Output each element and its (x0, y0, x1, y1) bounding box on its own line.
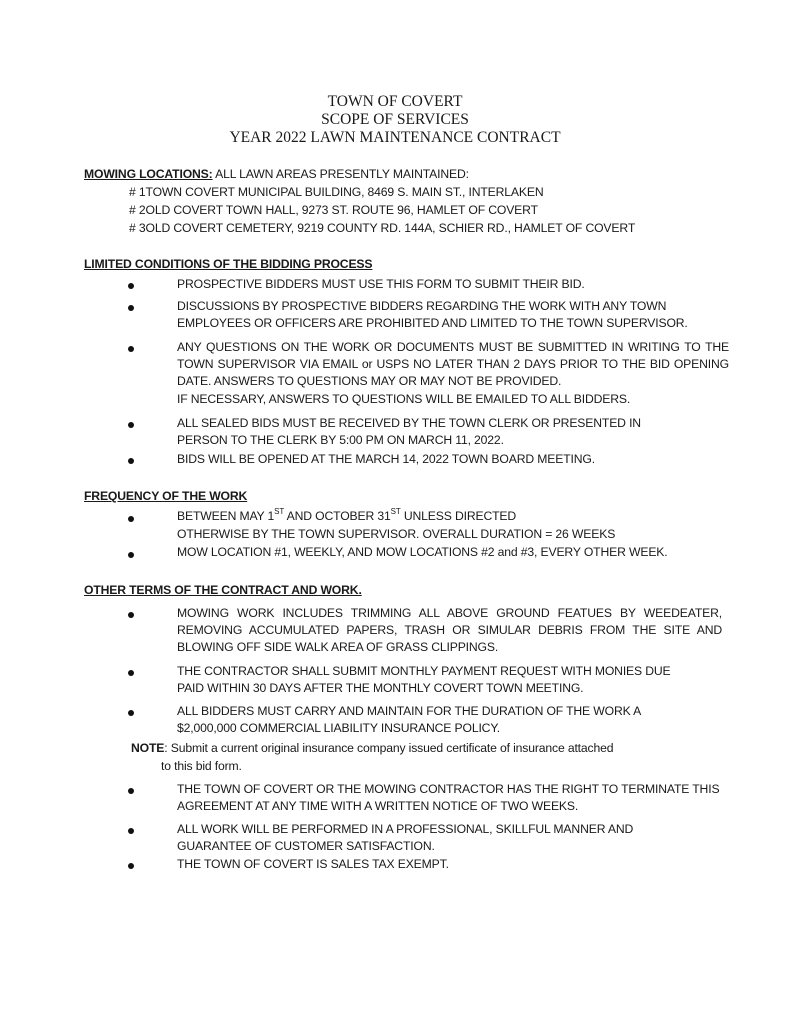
note-continuation: to this bid form. (161, 759, 242, 773)
other-terms-heading: OTHER TERMS OF THE CONTRACT AND WORK. (84, 583, 362, 597)
bullet-icon (128, 516, 134, 522)
ordinal-suffix: ST (390, 506, 401, 516)
frequency-text: BETWEEN MAY 1 (177, 509, 275, 523)
bidding-bullet: ALL SEALED BIDS MUST BE RECEIVED BY THE TOWN CLERK OR PRESENTED IN PERSON TO THE CLERK BY 5:00 PM ON MARCH 11, 2022. (177, 416, 641, 447)
bullet-icon (128, 670, 134, 676)
frequency-text: AND OCTOBER 31 (284, 509, 391, 523)
bullet-icon (128, 283, 134, 289)
title-town: TOWN OF COVERT (327, 93, 463, 110)
bullet-icon (128, 612, 134, 618)
mowing-locations-heading: MOWING LOCATIONS: (84, 167, 213, 181)
mowing-locations-intro: ALL LAWN AREAS PRESENTLY MAINTAINED: (212, 167, 469, 181)
terms-bullet: THE TOWN OF COVERT OR THE MOWING CONTRACTOR HAS THE RIGHT TO TERMINATE THIS AGREEMENT AT ANY TIME WITH A WRITTEN NOTICE OF TWO WEEKS. (177, 782, 720, 813)
frequency-bullet (177, 506, 517, 523)
frequency-bullet-continuation: OTHERWISE BY THE TOWN SUPERVISOR. OVERALL DURATION = 26 WEEKS (177, 527, 616, 541)
bullet-icon (128, 788, 134, 794)
bullet-icon (128, 422, 134, 428)
bidding-bullet: PROSPECTIVE BIDDERS MUST USE THIS FORM TO SUBMIT THEIR BID. (177, 277, 585, 291)
bullet-icon (128, 828, 134, 834)
bidding-bullet: BIDS WILL BE OPENED AT THE MARCH 14, 2022 TOWN BOARD MEETING. (177, 452, 595, 466)
location-item: # 1TOWN COVERT MUNICIPAL BUILDING, 8469 S. MAIN ST., INTERLAKEN (129, 185, 544, 199)
note-label: NOTE (131, 741, 165, 755)
bidding-bullet-continuation: IF NECESSARY, ANSWERS TO QUESTIONS WILL BE EMAILED TO ALL BIDDERS. (177, 392, 631, 406)
title-scope: SCOPE OF SERVICES (321, 111, 469, 128)
bullet-icon (128, 552, 134, 558)
bullet-icon (128, 458, 134, 464)
terms-bullet: ALL BIDDERS MUST CARRY AND MAINTAIN FOR THE DURATION OF THE WORK A $2,000,000 COMMERCIAL LIABILITY INSURANCE POLICY. (177, 704, 641, 735)
frequency-text: UNLESS DIRECTED (400, 509, 517, 523)
frequency-bullet: MOW LOCATION #1, WEEKLY, AND MOW LOCATIONS #2 and #3, EVERY OTHER WEEK. (177, 545, 668, 559)
bullet-icon (128, 305, 134, 311)
location-item: # 2OLD COVERT TOWN HALL, 9273 ST. ROUTE 96, HAMLET OF COVERT (129, 203, 538, 217)
ordinal-suffix: ST (274, 506, 285, 516)
frequency-heading: FREQUENCY OF THE WORK (84, 489, 248, 503)
title-contract: YEAR 2022 LAWN MAINTENANCE CONTRACT (229, 129, 561, 146)
bullet-icon (128, 710, 134, 716)
terms-bullet: ALL WORK WILL BE PERFORMED IN A PROFESSIONAL, SKILLFUL MANNER AND GUARANTEE OF CUSTOMER SATISFACTION. (177, 822, 634, 853)
bidding-process-heading: LIMITED CONDITIONS OF THE BIDDING PROCESS (84, 257, 373, 271)
location-item: # 3OLD COVERT CEMETERY, 9219 COUNTY RD. 144A, SCHIER RD., HAMLET OF COVERT (129, 221, 636, 235)
bidding-bullet: DISCUSSIONS BY PROSPECTIVE BIDDERS REGARDING THE WORK WITH ANY TOWN EMPLOYEES OR OFFICERS ARE PROHIBITED AND LIMITED TO THE TOWN SUPERVISOR. (177, 299, 688, 330)
bullet-icon (128, 346, 134, 352)
bidding-bullet: ANY QUESTIONS ON THE WORK OR DOCUMENTS MUST BE SUBMITTED IN WRITING TO THE TOWN SUPERVISOR VIA EMAIL or USPS NO LATER THAN 2 DAYS PRIOR TO THE BID OPENING DATE. ANSWERS TO QUESTIONS MAY OR MAY NOT BE PROVIDED. (177, 340, 729, 388)
terms-bullet: THE TOWN OF COVERT IS SALES TAX EXEMPT. (177, 857, 449, 871)
terms-bullet: MOWING WORK INCLUDES TRIMMING ALL ABOVE GROUND FEATUES BY WEEDEATER, REMOVING ACCUMULATED PAPERS, TRASH OR SIMULAR DEBRIS FROM THE SITE AND BLOWING OFF SIDE WALK AREA OF GRASS CLIPPINGS. (177, 606, 722, 654)
bullet-icon (128, 863, 134, 869)
note (131, 741, 613, 755)
mowing-locations-section (84, 167, 469, 181)
terms-bullet: THE CONTRACTOR SHALL SUBMIT MONTHLY PAYMENT REQUEST WITH MONIES DUE PAID WITHIN 30 DAYS AFTER THE MONTHLY COVERT TOWN MEETING. (177, 664, 671, 695)
note-text: : Submit a current original insurance company issued certificate of insurance attached (164, 741, 614, 755)
